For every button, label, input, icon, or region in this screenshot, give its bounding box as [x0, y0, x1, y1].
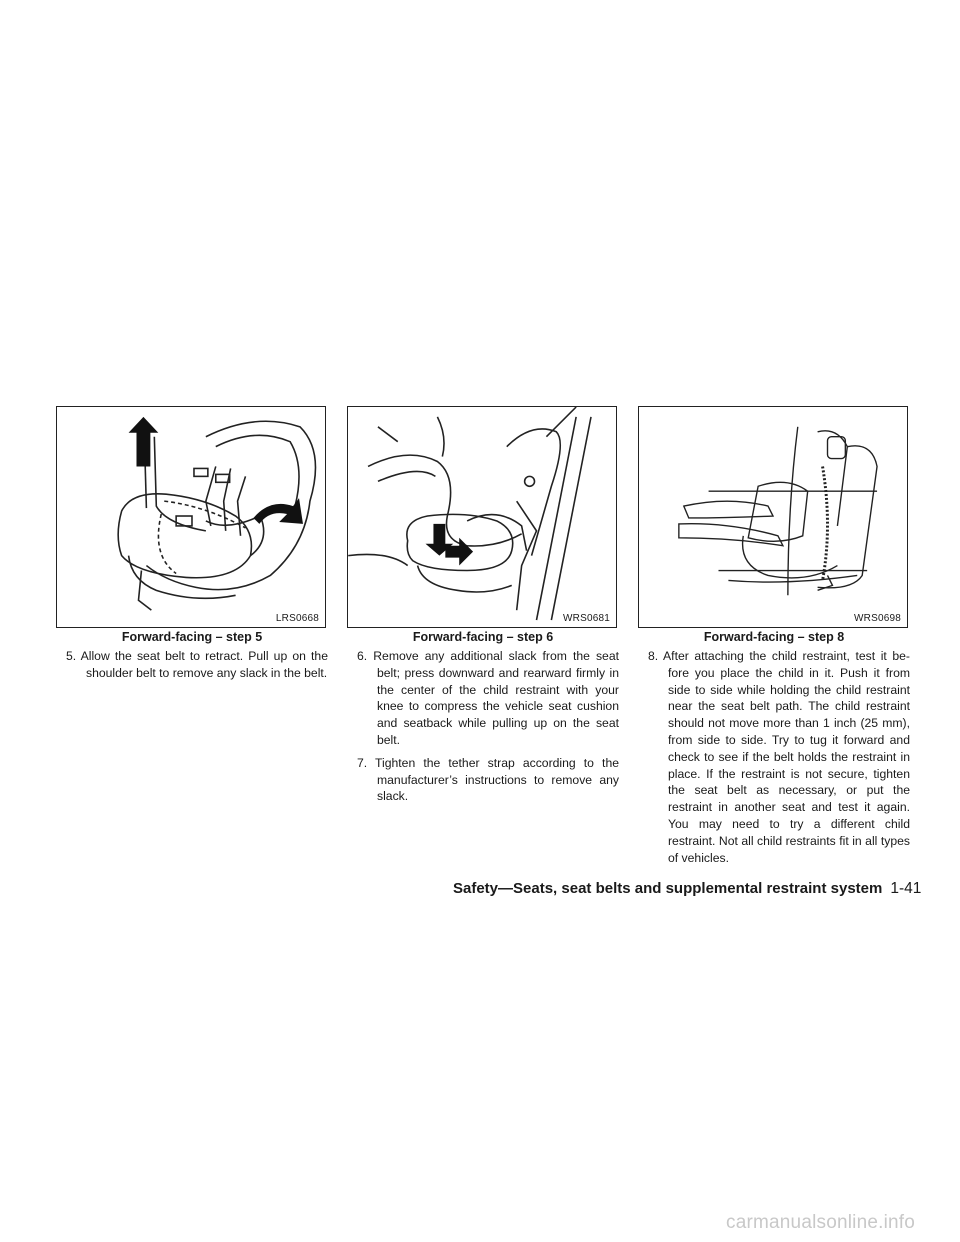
- test-restraint-illustration: [639, 407, 907, 627]
- section-title: Safety—Seats, seat belts and supplemental restraint system: [453, 880, 883, 897]
- column-1: [56, 406, 328, 688]
- figure-caption: Forward-facing – step 8: [703, 630, 845, 644]
- page-footer: [453, 880, 921, 898]
- step-5-text: 5. Allow the seat belt to retract. Pull up on the shoulder belt to remove any slack in the belt.: [66, 649, 328, 680]
- figure-step-8: [638, 406, 908, 628]
- step-8-text: 8. After attaching the child restraint, test it be-fore you place the child in it. Push it from side to side while holding the child restraint near the seat belt path. The child restraint should not move more than 1 inch (25 mm), from side to side. Try to tug it forward and check to see if the belt holds the restraint in place. If the restraint is not secure, tighten the seat belt as necessary, or put the restraint in another seat and test it again. You may need to try a different child restraint. Not all child restraints fit in all types of vehicles.: [648, 649, 910, 865]
- figure-caption: Forward-facing – step 6: [412, 630, 554, 644]
- watermark: carmanualsonline.info: [726, 1212, 916, 1233]
- column-3: [638, 406, 910, 872]
- knee-press-illustration: [348, 407, 616, 627]
- figure-code: WRS0681: [563, 613, 610, 624]
- step-6-text: 6. Remove any additional slack from the seat belt; press downward and rearward firmly in the center of the child restraint with your knee to compress the vehicle seat cushion and seatback while pulling up on the seat belt.: [357, 649, 619, 747]
- page-number: 1-41: [890, 880, 922, 897]
- figure-step-5: [56, 406, 326, 628]
- column-2: [347, 406, 619, 811]
- figure-code: WRS0698: [854, 613, 901, 624]
- figure-caption: Forward-facing – step 5: [121, 630, 263, 644]
- child-seat-illustration: [57, 407, 325, 627]
- figure-step-6: [347, 406, 617, 628]
- figure-code: LRS0668: [275, 613, 319, 624]
- step-7-text: 7. Tighten the tether strap according to the manufacturer’s instructions to remove any slack.: [357, 755, 619, 804]
